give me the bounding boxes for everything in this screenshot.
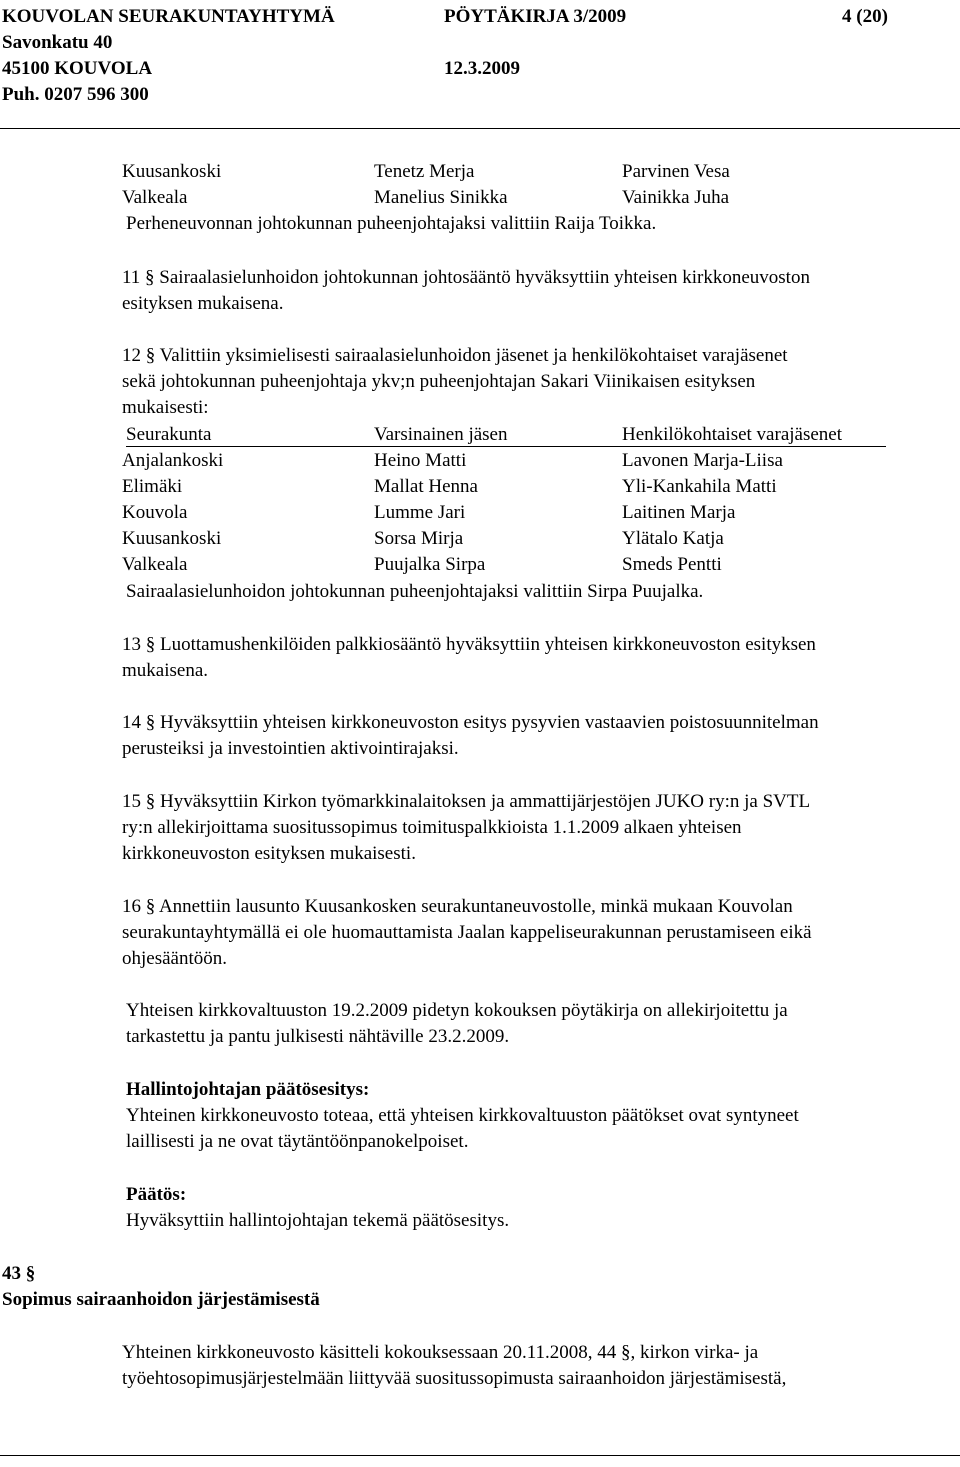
page-number: 4 (20): [842, 6, 888, 27]
chair-statement: Sairaalasielunhoidon johtokunnan puheenjohtajaksi valittiin Sirpa Puujalka.: [126, 581, 704, 602]
row-parish: Valkeala: [122, 187, 188, 208]
row-deputy: Parvinen Vesa: [622, 161, 730, 182]
table-cell-deputy: Smeds Pentti: [622, 554, 722, 575]
paragraph-line: Yhteinen kirkkoneuvosto käsitteli kokouksessaan 20.11.2008, 44 §, kirkon virka- ja: [122, 1342, 759, 1363]
proposal-heading: Hallintojohtajan päätösesitys:: [126, 1079, 370, 1100]
paragraph-line: 13 § Luottamushenkilöiden palkkiosääntö hyväksyttiin yhteisen kirkkoneuvoston esityksen: [122, 634, 816, 655]
postal-address: 45100 KOUVOLA: [2, 58, 153, 79]
paragraph-line: perusteiksi ja investointien aktivointirajaksi.: [122, 738, 459, 759]
footer-divider: [0, 1455, 960, 1456]
table-cell-deputy: Laitinen Marja: [622, 502, 736, 523]
decision-text: Hyväksyttiin hallintojohtajan tekemä päätösesitys.: [126, 1210, 510, 1231]
section-number: 43 §: [2, 1263, 36, 1284]
doc-title: PÖYTÄKIRJA 3/2009: [444, 6, 627, 27]
paragraph-line: sekä johtokunnan puheenjohtaja ykv;n puheenjohtajan Sakari Viinikaisen esityksen: [122, 371, 756, 392]
street-address: Savonkatu 40: [2, 32, 113, 53]
table-cell-member: Heino Matti: [374, 450, 467, 471]
row-member: Manelius Sinikka: [374, 187, 508, 208]
section-title: Sopimus sairaanhoidon järjestämisestä: [2, 1289, 320, 1310]
table-cell-parish: Anjalankoski: [122, 450, 224, 471]
table-cell-parish: Kuusankoski: [122, 528, 222, 549]
paragraph-line: 11 § Sairaalasielunhoidon johtokunnan johtosääntö hyväksyttiin yhteisen kirkkoneuvoston: [122, 267, 810, 288]
chair-statement: Perheneuvonnan johtokunnan puheenjohtajaksi valittiin Raija Toikka.: [126, 213, 657, 234]
row-parish: Kuusankoski: [122, 161, 222, 182]
header-deputy: Henkilökohtaiset varajäsenet: [622, 424, 843, 445]
header-member: Varsinainen jäsen: [374, 424, 508, 445]
paragraph-line: seurakuntayhtymällä ei ole huomauttamista Jaalan kappeliseurakunnan perustamiseen eikä: [122, 922, 812, 943]
table-cell-parish: Valkeala: [122, 554, 188, 575]
table-header: [126, 424, 886, 447]
table-cell-deputy: Lavonen Marja-Liisa: [622, 450, 783, 471]
paragraph-line: mukaisena.: [122, 660, 209, 681]
table-cell-deputy: Ylätalo Katja: [622, 528, 724, 549]
decision-heading: Päätös:: [126, 1184, 187, 1205]
paragraph-line: ohjesääntöön.: [122, 948, 228, 969]
table-cell-member: Mallat Henna: [374, 476, 478, 497]
paragraph-line: Yhteisen kirkkovaltuuston 19.2.2009 pidetyn kokouksen pöytäkirja on allekirjoitettu ja: [126, 1000, 788, 1021]
header-divider: [0, 128, 960, 129]
paragraph-line: 15 § Hyväksyttiin Kirkon työmarkkinalaitoksen ja ammattijärjestöjen JUKO ry:n ja SVTL: [122, 791, 811, 812]
table-cell-member: Sorsa Mirja: [374, 528, 464, 549]
paragraph-line: laillisesti ja ne ovat täytäntöönpanokelpoiset.: [126, 1131, 469, 1152]
paragraph-line: tarkastettu ja pantu julkisesti nähtäville 23.2.2009.: [126, 1026, 510, 1047]
table-cell-member: Lumme Jari: [374, 502, 466, 523]
paragraph-line: Yhteinen kirkkoneuvosto toteaa, että yhteisen kirkkovaltuuston päätökset ovat syntyneet: [126, 1105, 799, 1126]
paragraph-line: ry:n allekirjoittama suositussopimus toimituspalkkioista 1.1.2009 alkaen yhteisen: [122, 817, 742, 838]
paragraph-line: kirkkoneuvoston esityksen mukaisesti.: [122, 843, 416, 864]
table-cell-parish: Kouvola: [122, 502, 188, 523]
table-cell-member: Puujalka Sirpa: [374, 554, 486, 575]
paragraph-line: työehtosopimusjärjestelmään liittyvää suositussopimusta sairaanhoidon järjestämisestä,: [122, 1368, 787, 1389]
paragraph-line: 14 § Hyväksyttiin yhteisen kirkkoneuvoston esitys pysyvien vastaavien poistosuunnitelman: [122, 712, 819, 733]
org-name: KOUVOLAN SEURAKUNTAYHTYMÄ: [2, 6, 335, 27]
doc-date: 12.3.2009: [444, 58, 520, 79]
header-parish: Seurakunta: [126, 424, 212, 445]
paragraph-line: 16 § Annettiin lausunto Kuusankosken seurakuntaneuvostolle, minkä mukaan Kouvolan: [122, 896, 793, 917]
table-cell-deputy: Yli-Kankahila Matti: [622, 476, 777, 497]
phone-number: Puh. 0207 596 300: [2, 84, 149, 105]
paragraph-line: mukaisesti:: [122, 397, 209, 418]
row-deputy: Vainikka Juha: [622, 187, 730, 208]
paragraph-line: 12 § Valittiin yksimielisesti sairaalasielunhoidon jäsenet ja henkilökohtaiset varajäsenet: [122, 345, 788, 366]
paragraph-line: esityksen mukaisena.: [122, 293, 284, 314]
row-member: Tenetz Merja: [374, 161, 475, 182]
table-cell-parish: Elimäki: [122, 476, 183, 497]
